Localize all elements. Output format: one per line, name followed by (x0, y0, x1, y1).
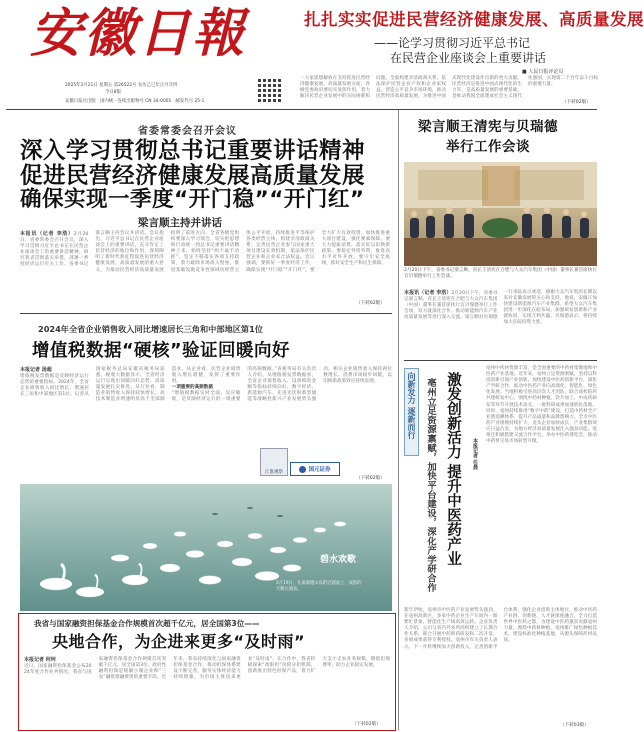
issue-pages: 今日8版 (105, 90, 121, 95)
issue-lunar: 农历乙巳年正月廿四 (137, 83, 178, 88)
issue-date: 2025年2月21日 (65, 83, 98, 88)
meeting-title-line1: 梁言顺王清宪与贝瑞德 (418, 119, 558, 135)
feature-body-lower: 新年伊始，亳州市中医药产业发展势头强劲。在亳州高新区，多家中药企业生产车间内一派繁忙景象，智能化生产线高效运转。企业负责人介绍，公司与省内外多所高校建立了长期合作关系，联合开展中药新药研发和二次开发，多项成果获得专利授权。亳州市有关负责人表示，下一步将继续加大创新投入，完善创新平台体系，强化企业创新主体地位，推动中医药产业链、创新链、人才链深度融合，全力打造世界中医药之都，为建设中医药强省贡献亳州力量。围绕中药材种植，亳州推广绿色种植技术，建设标准化种植基地，从源头保障药材品质。 (404, 608, 597, 650)
meeting-title-line2: 举行工作会谈 (446, 139, 530, 155)
feature-title-sub: 亳州立足资源禀赋，加快平台建设，深化产学研合作 (425, 378, 436, 592)
top-headline: 扎扎实实促进民营经济健康发展、高质量发展 (304, 10, 644, 29)
feature-byline: 本报记者 任晨 (472, 438, 478, 470)
publisher-line (65, 98, 265, 104)
meeting-photo (404, 162, 597, 266)
photo-title: 碧水欢歌 (319, 555, 356, 565)
issue-info (65, 82, 245, 96)
masthead-title: 安徽日報 (30, 3, 247, 64)
qr-code (258, 78, 282, 102)
lead-byline: 本报讯（记者 李浩） (20, 231, 74, 237)
tax-byline: 本报记者 汤超 (20, 367, 52, 373)
guoyuan-logo-text: 国元证券 (308, 467, 331, 473)
photo-caption: 2月19日，在巢湖姥山岛附近湖面上，成群的天鹅在嬉戏。 (276, 581, 362, 592)
top-headline-source (522, 68, 563, 75)
issue-number: 第26522号 (113, 83, 137, 88)
masthead-divider (6, 109, 597, 110)
lead-title-line1: 深入学习贯彻总书记重要讲话精神 (20, 138, 366, 164)
feature-continued: （下转03版） (560, 723, 589, 728)
publication-code: 国内统一连续出版物号 CN 34-0001 (99, 99, 172, 104)
lead-title-line2: 促进民营经济健康发展高质量发展 (20, 163, 366, 189)
feature-title-main: 激发创新活力 提升中医药产业 (445, 372, 461, 566)
source-label: 人民日报评论员 (528, 69, 564, 75)
feature-side-label (404, 368, 419, 456)
meeting-byline: 本报讯（记者 李浩） (404, 290, 452, 296)
swan-photo (20, 484, 392, 611)
publisher: 安徽日报社出版 (65, 99, 96, 104)
top-headline-sub1: ——论学习贯彻习近平总书记 (374, 36, 531, 50)
tax-section-heading: 一项重要的高频数据 (171, 385, 213, 391)
finance-title: 央地合作，为企进来更多“及时雨” (52, 632, 306, 651)
top-article-continued: （下转02版） (562, 100, 591, 105)
finance-continued: （下转02版） (352, 722, 381, 727)
feature-body-upper: 亳州中药材资源丰富，是全国重要的中药材集散地和中医药产业基地。近年来，亳州立足资源禀赋，坚持以科技创新引领产业创新，加快建设中医药创新平台，深化产学研合作，推动中医药产业向高端化、智能化、绿色化发展。当地积极引进高层次人才团队，联合高校院所共建研发中心，围绕中药材种植、饮片加工、中成药研发等环节开展技术攻关，一批科研成果加速转化落地。同时，亳州持续推进“数字中药”建设，打造中药材全产业链追溯体系，提升产品质量和品牌影响力。全市中医药产业规模持续扩大，龙头企业加快成长，产业集群效应日益凸显，为地方经济高质量发展注入强劲动能。亳州还积极搭建交流合作平台，举办中医药博览会，推动中药材交易市场转型升级。 (486, 366, 597, 445)
meeting-divider (404, 360, 597, 361)
finance-body: 本报记者 何珂 近日，国家融资担保基金公布2024年度合作业务情况，我省与国家融资担保基金合作规模首次突破千亿元，居全国第3位。政府性融资担保是缓解小微企业和“三农”融资难融资贵的重要手段。近年来，我省持续深化与国家融资担保基金合作，推动担保体系建设不断完善，服务实体经济能力持续增强，为市场主体送来更多“及时雨”。在合作中，我省积极探索“政银担”风险分担机制，创新推出特色担保产品，着力扩大支小支农业务规模，降低担保费率，助力企业稳定发展。 (24, 657, 390, 681)
dot-icon: ■ (522, 69, 527, 75)
tax-body: 本报记者 汤超 增值税发票数据是反映经济运行态势的重要指标。2024年，全省企业销售收入同比增长，增速居长三角和中部地区第1位。记者从国家税务总局安徽省税务局获悉，税收大数据显示，全省经济运行呈现出回暖向好态势，高质量发展扎实推进。从行业看，制造业销售收入保持较快增长，高技术制造业增速明显高于全部制造业。从企业看，民营企业销售收入增长稳健，发挥了重要作用。 一项重要的高频数据 “增值税数据实时全面、反应敏锐，是反映经济运行的一项重要的高频数据。”省税务局有关负责人介绍，从增值税发票数据看，全省企业销售收入、设备购进金额等指标持续向好。数字经济、新能源汽车、先进光伏和新型储能等战略性新兴产业发展势头强劲，相关企业销售收入保持两位数增长。消费市场稳步回暖，以旧换新政策效应持续显现。 (20, 367, 392, 403)
lead-continued: （下转02版） (356, 301, 385, 306)
jianghuai-logo (260, 448, 288, 476)
feature-side-label-text: 向新发力 逐新而行 (407, 372, 416, 439)
postal-code: 邮发代号 25-1 (175, 99, 205, 104)
lead-subtitle: 梁言顺主持并讲话 (138, 217, 222, 229)
tax-kicker: 2024年全省企业销售收入同比增速居长三角和中部地区第1位 (38, 324, 263, 334)
meeting-photo-scene (404, 162, 597, 266)
finance-byline: 本报记者 何珂 (24, 657, 56, 663)
right-column-divider (398, 110, 399, 730)
guoyuan-logo-icon (299, 466, 306, 473)
jianghuai-logo-text: 江淮观察 (265, 470, 283, 475)
tax-continued: （下转02版） (356, 476, 385, 481)
top-headline-sub2: 在民营企业座谈会上重要讲话 (390, 51, 547, 65)
meeting-caption: 2月20日下午，省委书记梁言顺、省长王清宪在合肥与大众汽车集团（中国）董事长兼首席执行官贝瑞德举行工作会谈。 (404, 268, 597, 280)
meeting-body: 本报讯（记者 李浩）2月20日下午，省委书记梁言顺、省长王清宪在合肥与大众汽车集团（中国）董事长兼首席执行官贝瑞德举行工作会谈，双方就深化合作、推动新能源汽车产业高质量发展等进行深入交流。梁言顺对贝瑞德一行来皖表示欢迎，感谢大众汽车集团长期以来对安徽发展的关心和支持。他说，安徽正加快建设新能源汽车产业集群，希望大众汽车集团进一步深化在皖布局，加强研发创新和产业链协同，实现互利共赢。贝瑞德表示，将持续加大在皖投资力度。 (404, 290, 597, 326)
tax-title: 增值税数据“硬核”验证回暖向好 (32, 341, 291, 361)
lead-kicker: 省委常委会召开会议 (138, 126, 237, 137)
issue-weekday: 星期五 (99, 83, 113, 88)
lead-body: 本报讯（记者 李浩）2月20日，省委常委会召开会议，深入学习贯彻习近平总书记在民营企业座谈会上的重要讲话精神，研究我省贯彻落实举措，部署一季度经济运行有关工作。省委书记梁言顺主持会议并讲话。会议指出，习近平总书记在民营企业座谈会上的重要讲话，充分肯定了民营经济的地位和作用，深刻阐明了新时代新征程促进民营经济健康发展、高质量发展的重大意义，为推动民营经济高质量发展指明了前进方向。全省各级党组织要深入学习领会，切实把思想和行动统一到总书记重要讲话精神上来，始终坚持“两个毫不动摇”，坚定不移落实各项支持政策，着力破除市场准入壁垒，推进基础设施竞争性领域向经营主体公平开放，持续推进平等保护各类经营主体，构建亲清政商关系，完善民营企业参与国家重大项目建设长效机制，依法保护民营企业和企业家合法权益。会议强调，要抓好一季度经济工作，确保实现“开门稳”“开门红”。要全力扩大有效投资，加快推进重大项目建设，强化要素保障。要大力提振消费，落实好以旧换新政策。要稳定外贸外资，推进高水平对外开放。要守牢安全底线，抓好安全生产和民生保障。 (20, 231, 390, 273)
lead-title-line3: 确保实现一季度“开门稳”“开门红” (20, 187, 365, 212)
top-article-body: 一大家思想解放在支持促进民营经济健康发展、高质量发展方面，各级党委政府要切实发挥作用，着力解决民营企业发展中的实际困难和问题，全面构建亲清政商关系，依法保护民营企业产权和企业家权益，营造公平竞争市场环境，推动民营经济高质量发展，为推进中国式现代化建设作出新的更大贡献。民营经济是推进中国式现代化的生力军，是高质量发展的重要基础，是推动我国全面建成社会主义现代化强国、实现第二个百年奋斗目标的重要力量。 (300, 76, 598, 100)
guoyuan-logo (290, 462, 340, 476)
lead-divider (20, 313, 392, 314)
finance-kicker: 我省与国家融资担保基金合作规模首次超千亿元，居全国第3位—— (34, 619, 260, 628)
